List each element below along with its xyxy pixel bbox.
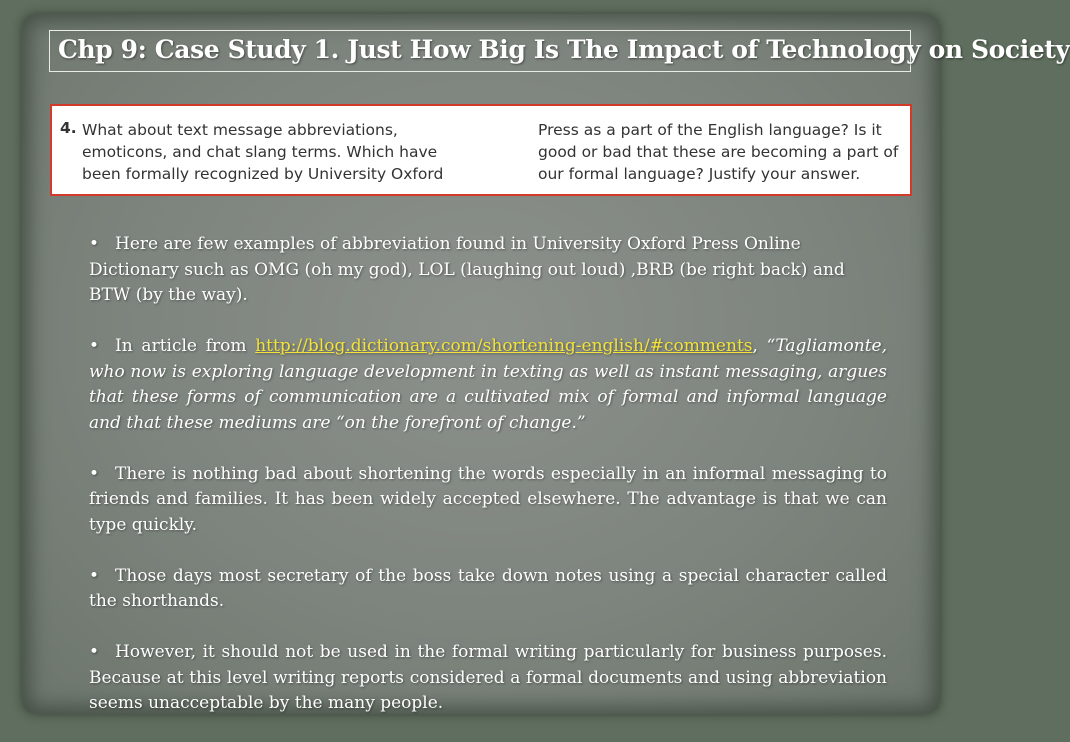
paragraph-shorthand (89, 564, 887, 615)
paragraph-text: Those days most secretary of the boss take down notes using a special character called the shorthands. (89, 565, 887, 611)
bullet: • (89, 336, 100, 356)
paragraph-article (89, 334, 887, 436)
bullet: • (89, 565, 100, 586)
comma: , (752, 336, 758, 356)
question-number: 4. (60, 119, 77, 137)
question-line: Press as a part of the English language? Is it (538, 121, 882, 139)
slide-title: Chp 9: Case Study 1. Just How Big Is The Impact of Technology on Society (58, 35, 1070, 64)
bullet: • (89, 642, 100, 662)
paragraph-examples (89, 232, 887, 309)
article-link[interactable]: http://blog.dictionary.com/shortening-english/#comments (255, 336, 753, 356)
bullet: • (89, 234, 100, 254)
paragraph-text: Here are few examples of abbreviation found in University Oxford Press Online Dictionary such as OMG (oh my god), LOL (laughing out loud) ,BRB (be right back) and BTW (by the way). (89, 234, 845, 305)
question-box (50, 104, 912, 196)
paragraph-lead: In article from (115, 336, 256, 356)
question-text-right (538, 119, 908, 185)
paragraph-text: There is nothing bad about shortening the words especially in an informal messaging to friends and families. It has been widely accepted elsewhere. The advantage is that we can type quickly. (89, 463, 887, 535)
paragraph-text: However, it should not be used in the formal writing particularly for business purposes. Because at this level writing reports considered a formal documents and using abbreviation seems unacceptable by the many people. (89, 642, 887, 713)
question-line: good or bad that these are becoming a part of (538, 143, 899, 161)
question-text-left (82, 119, 482, 185)
paragraph-nothing-bad (89, 462, 887, 539)
article-quote: “Tagliamonte, who now is exploring language development in texting as well as instant messaging, argues that these forms of communication are a cultivated mix of formal and informal language and that these mediums are “on the forefront of change.” (89, 336, 887, 433)
question-line: been formally recognized by University Oxford (82, 165, 444, 183)
answer-body (89, 232, 887, 742)
bullet: • (89, 463, 100, 484)
question-line: emoticons, and chat slang terms. Which have (82, 143, 438, 161)
paragraph-formal-writing (89, 640, 887, 717)
question-line: our formal language? Justify your answer. (538, 165, 861, 183)
title-box (49, 30, 1070, 72)
question-line: What about text message abbreviations, (82, 121, 398, 139)
